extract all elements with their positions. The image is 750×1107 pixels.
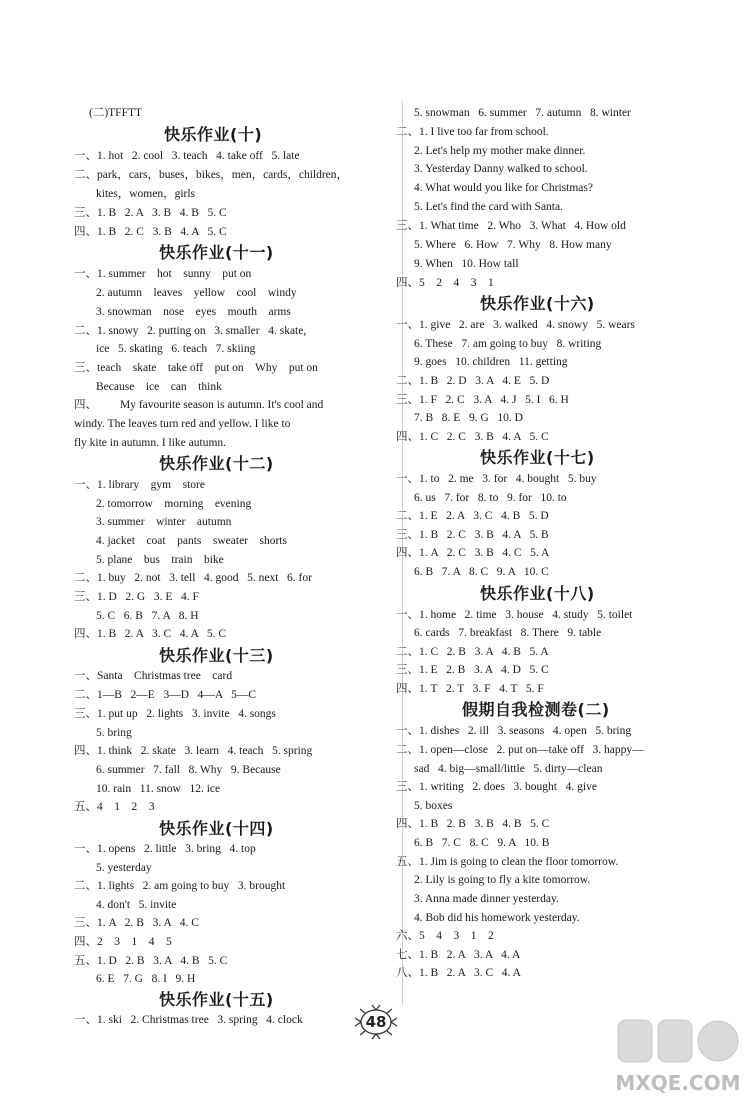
answer-line: 一、1. to 2. me 3. for 4. bought 5. buy [396, 473, 597, 485]
answer-line: 四、1. B 2. A 3. C 4. A 5. C [74, 628, 227, 640]
answer-line: 五、1. Jim is going to clean the floor tomorrow. [396, 856, 619, 868]
answer-line: 二、1. buy 2. not 3. tell 4. good 5. next 6. for [74, 572, 312, 584]
answer-line: 二、1—B 2—E 3—D 4—A 5—C [74, 689, 257, 701]
answer-line: 4. Bob did his homework yesterday. [414, 912, 580, 924]
answer-line: 6. cards 7. breakfast 8. There 9. table [414, 627, 602, 639]
answer-line: 6. These 7. am going to buy 8. writing [414, 338, 602, 350]
answer-line: 四、1. T 2. T 3. F 4. T 5. F [396, 683, 544, 695]
answer-line: 二、1. C 2. B 3. A 4. B 5. A [396, 646, 549, 658]
answer-line: 9. When 10. How tall [414, 258, 519, 270]
answer-line: kites，women，girls [96, 188, 196, 200]
answer-line: 三、1. E 2. B 3. A 4. D 5. C [396, 664, 549, 676]
answer-line: windy. The leaves turn red and yellow. I like to [74, 418, 291, 430]
answer-line: 6. us 7. for 8. to 9. for 10. to [414, 492, 567, 504]
answer-line: 5. Let's find the card with Santa. [414, 201, 563, 213]
answer-line: ice 5. skating 6. teach 7. skiing [96, 343, 256, 355]
answer-line: 2. tomorrow morning evening [96, 498, 252, 510]
answer-line: 四、1. A 2. C 3. B 4. C 5. A [396, 547, 550, 559]
answer-line: 6. B 7. A 8. C 9. A 10. C [414, 566, 549, 578]
answer-line: 一、1. dishes 2. ill 3. seasons 4. open 5. bring [396, 725, 632, 737]
svg-text:MXQE.COM: MXQE.COM [615, 1071, 741, 1095]
page-number-text: 48 [365, 1013, 387, 1031]
answer-line: 二、park，cars，buses，bikes，men，cards，children， [74, 169, 349, 181]
answer-line: 一、1. summer hot sunny put on [74, 268, 252, 280]
answer-line: 3. snowman nose eyes mouth arms [96, 306, 291, 318]
answer-line: 3. summer winter autumn [96, 516, 232, 528]
answer-line: 二、1. B 2. D 3. A 4. E 5. D [396, 375, 550, 387]
answer-line: 三、1. F 2. C 3. A 4. J 5. I 6. H [396, 394, 569, 406]
answer-line: 5. yesterday [96, 862, 152, 874]
answer-line: Because ice can think [96, 381, 222, 393]
answer-line: 一、1. ski 2. Christmas tree 3. spring 4. clock [74, 1014, 303, 1026]
answer-line: 6. B 7. C 8. C 9. A 10. B [414, 837, 550, 849]
answer-line: 三、1. put up 2. lights 3. invite 4. songs [74, 708, 276, 720]
answer-line: 一、Santa Christmas tree card [74, 670, 233, 682]
answer-line: 四、5 2 4 3 1 [396, 277, 494, 289]
answer-line: 6. E 7. G 8. I 9. H [96, 973, 196, 985]
answer-line: 四、 My favourite season is autumn. It's cool and [74, 399, 324, 411]
answer-line: (二)TFFTT [89, 107, 143, 119]
answer-line: 4. don't 5. invite [96, 899, 177, 911]
section-heading: 快乐作业(十六) [480, 294, 595, 313]
answer-line: 三、1. B 2. A 3. B 4. B 5. C [74, 207, 227, 219]
answer-line: 一、1. home 2. time 3. house 4. study 5. toilet [396, 609, 633, 621]
answer-line: 一、1. library gym store [74, 479, 205, 491]
answer-line: 二、1. E 2. A 3. C 4. B 5. D [396, 510, 549, 522]
page-number [354, 1004, 398, 1040]
answer-line: 10. rain 11. snow 12. ice [96, 783, 221, 795]
answer-line: 一、1. give 2. are 3. walked 4. snowy 5. wears [396, 319, 635, 331]
answer-line: 4. What would you like for Christmas? [414, 182, 593, 194]
answer-line: 4. jacket coat pants sweater shorts [96, 535, 287, 547]
answer-line: 5. snowman 6. summer 7. autumn 8. winter [414, 107, 631, 119]
answer-line: 6. summer 7. fall 8. Why 9. Because [96, 764, 281, 776]
answer-line: 五、4 1 2 3 [74, 801, 155, 813]
section-heading: 快乐作业(十五) [159, 990, 274, 1009]
answer-line: 七、1. B 2. A 3. A 4. A [396, 949, 521, 961]
answer-line: 2. Let's help my mother make dinner. [414, 145, 586, 157]
answer-line: 三、teach skate take off put on Why put on [74, 362, 318, 374]
answer-line: 五、1. D 2. B 3. A 4. B 5. C [74, 955, 228, 967]
answer-line: 四、2 3 1 4 5 [74, 936, 172, 948]
answer-line: sad 4. big—small/little 5. dirty—clean [414, 763, 603, 775]
answer-line: 四、1. think 2. skate 3. learn 4. teach 5. spring [74, 745, 313, 757]
section-heading: 假期自我检测卷(二) [462, 700, 610, 719]
section-heading: 快乐作业(十七) [480, 448, 595, 467]
answer-line: 四、1. B 2. C 3. B 4. A 5. C [74, 226, 227, 238]
answer-line: 二、1. lights 2. am going to buy 3. brought [74, 880, 286, 892]
answer-line: 三、1. writing 2. does 3. bought 4. give [396, 781, 597, 793]
answer-line: 六、5 4 3 1 2 [396, 930, 494, 942]
answer-line: 三、1. A 2. B 3. A 4. C [74, 917, 199, 929]
answer-line: 八、1. B 2. A 3. C 4. A [396, 967, 521, 979]
answer-line: 二、1. snowy 2. putting on 3. smaller 4. skate, [74, 325, 307, 337]
answer-line: fly kite in autumn. I like autumn. [74, 437, 227, 449]
section-heading: 快乐作业(十一) [159, 243, 274, 262]
answer-line: 一、1. hot 2. cool 3. teach 4. take off 5. late [74, 150, 300, 162]
section-heading: 快乐作业(十) [164, 125, 263, 144]
answer-line: 三、1. B 2. C 3. B 4. A 5. B [396, 529, 549, 541]
answer-line: 二、1. open—close 2. put on—take off 3. happy— [396, 744, 644, 756]
section-heading: 快乐作业(十三) [159, 646, 274, 665]
answer-line: 四、1. B 2. B 3. B 4. B 5. C [396, 818, 550, 830]
answer-line: 三、1. What time 2. Who 3. What 4. How old [396, 220, 626, 232]
watermark-logo [612, 1016, 744, 1102]
answer-line: 3. Yesterday Danny walked to school. [414, 163, 588, 175]
answer-line: 二、1. I live too far from school. [396, 126, 549, 138]
answer-line: 5. bring [96, 727, 132, 739]
answer-line: 5. plane bus train bike [96, 554, 224, 566]
answer-line: 一、1. opens 2. little 3. bring 4. top [74, 843, 256, 855]
answer-line: 5. Where 6. How 7. Why 8. How many [414, 239, 612, 251]
answer-line: 5. boxes [414, 800, 453, 812]
section-heading: 快乐作业(十二) [159, 454, 274, 473]
answer-line: 5. C 6. B 7. A 8. H [96, 610, 199, 622]
answer-line: 2. autumn leaves yellow cool windy [96, 287, 297, 299]
answer-line: 7. B 8. E 9. G 10. D [414, 412, 523, 424]
answer-line: 三、1. D 2. G 3. E 4. F [74, 591, 199, 603]
answer-line: 四、1. C 2. C 3. B 4. A 5. C [396, 431, 549, 443]
section-heading: 快乐作业(十四) [159, 819, 274, 838]
answer-line: 3. Anna made dinner yesterday. [414, 893, 559, 905]
section-heading: 快乐作业(十八) [480, 584, 595, 603]
answer-line: 9. goes 10. children 11. getting [414, 356, 568, 368]
answer-line: 2. Lily is going to fly a kite tomorrow. [414, 874, 591, 886]
